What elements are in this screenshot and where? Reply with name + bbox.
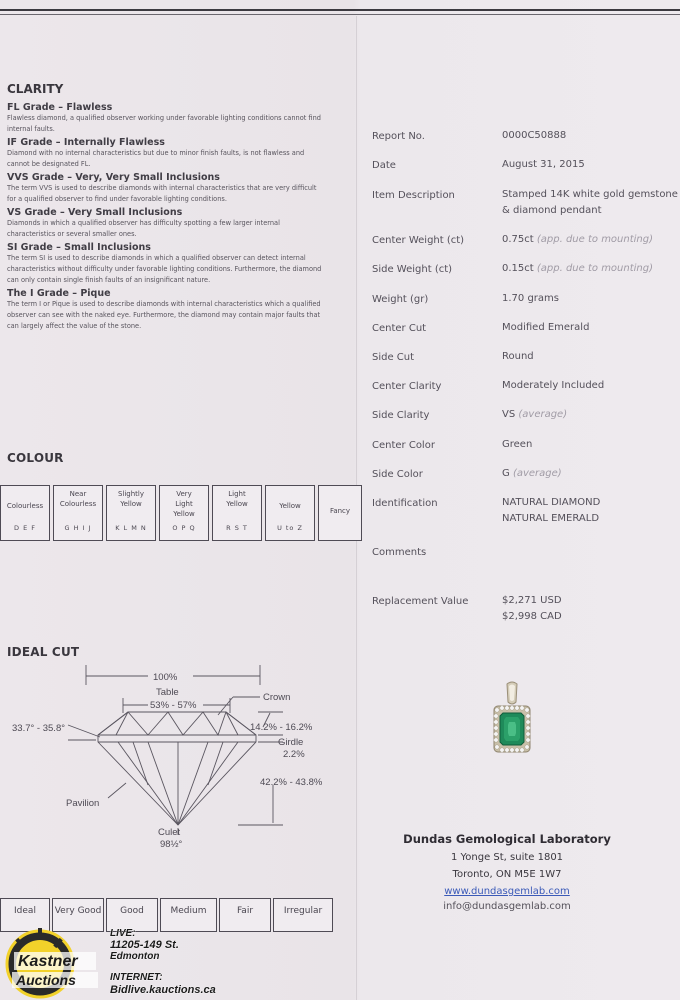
culet-value-label: 98½° — [160, 839, 183, 850]
crown-angle-label: 33.7° - 35.8° — [12, 723, 66, 734]
row-value-line2: NATURAL EMERALD — [502, 513, 600, 524]
table-range-label: 53% - 57% — [150, 700, 197, 711]
row-note: (average) — [518, 409, 568, 420]
colour-name: Slightly Yellow — [117, 490, 145, 508]
row-value-line1: $2,271 USD — [502, 595, 562, 606]
table-label: Table — [156, 687, 179, 698]
colour-cell — [212, 485, 262, 541]
colour-cell — [53, 485, 103, 541]
logo-brand-top: Kastner — [18, 953, 78, 970]
grade-description: Diamonds in which a qualified observer has difficulty spotting a few larger internal characteristics or several smaller ones. — [7, 219, 280, 238]
colour-cell — [265, 485, 315, 541]
width-label: 100% — [153, 672, 178, 683]
colour-cell — [106, 485, 156, 541]
row-label: Replacement Value — [372, 596, 469, 607]
row-label: Center Clarity — [372, 381, 442, 392]
culet-label: Culet — [158, 827, 181, 838]
crown-label: Crown — [263, 692, 291, 703]
row-label: Report No. — [372, 131, 425, 142]
cut-grade-cell: Fair — [219, 898, 271, 932]
grade-title: SI Grade – Small Inclusions — [7, 242, 151, 253]
row-value — [502, 495, 680, 527]
colour-name: Light Yellow — [226, 490, 248, 508]
row-note: (app. due to mounting) — [536, 234, 654, 245]
cut-grade-cell: Very Good — [52, 898, 104, 932]
internet-label: INTERNET: — [110, 972, 163, 983]
lab-address: 1 Yonge St, suite 1801 — [450, 852, 564, 863]
clarity-grade-i — [7, 288, 327, 332]
ideal-cut-heading: IDEAL CUT — [7, 645, 80, 659]
clarity-grade-if — [7, 137, 327, 170]
row-label: Comments — [372, 547, 427, 558]
auction-address-line1: 11205-149 St. — [110, 939, 179, 951]
grade-title: FL Grade – Flawless — [7, 102, 113, 113]
row-value: 0.15ct (app. due to mounting) — [502, 263, 654, 274]
row-label: Side Clarity — [372, 410, 430, 421]
colour-cell — [0, 485, 50, 541]
logo-brand-bottom: Auctions — [16, 972, 76, 988]
diamond-outline — [98, 712, 256, 825]
clarity-grade-si — [7, 242, 327, 286]
colour-cell — [318, 485, 362, 541]
cut-grade-cell: Good — [106, 898, 158, 932]
colour-cell — [159, 485, 209, 541]
row-value: Moderately Included — [502, 380, 605, 391]
crown-height-label: 14.2% - 16.2% — [250, 722, 313, 733]
row-label: Center Color — [372, 440, 435, 451]
row-note: (average) — [512, 468, 562, 479]
top-rule-thin — [0, 14, 680, 15]
row-value: 0000C50888 — [502, 130, 567, 141]
cut-grade-cell: Medium — [160, 898, 217, 932]
colour-name: Near Colourless — [59, 490, 97, 508]
auction-address-line2: Edmonton — [110, 951, 160, 962]
colour-name: Colourless — [6, 502, 44, 510]
grade-title: IF Grade – Internally Flawless — [7, 137, 165, 148]
row-value: Stamped 14K white gold gemstone & diamond pendant — [502, 189, 678, 216]
colour-codes: G H I J — [64, 524, 92, 532]
row-label: Side Cut — [372, 352, 415, 363]
grade-description: The term I or Pique is used to describe diamonds with internal characteristics which a qualified observer can see with the naked eye. Furthermore, the diamond may contain major faults that can largely affect the value of the stone. — [7, 300, 321, 330]
colour-codes: U to Z — [277, 524, 303, 532]
row-value: 1.70 grams — [502, 293, 559, 304]
row-label: Weight (gr) — [372, 294, 429, 305]
row-label: Side Color — [372, 469, 423, 480]
top-rule — [0, 9, 680, 11]
row-label: Center Weight (ct) — [372, 235, 465, 246]
live-label: LIVE: — [110, 928, 136, 939]
colour-heading: COLOUR — [7, 451, 64, 465]
clarity-grade-fl — [7, 102, 327, 135]
auction-website: Bidlive.kauctions.ca — [110, 984, 216, 996]
row-value: 0.75ct (app. due to mounting) — [502, 234, 654, 245]
grade-title: VVS Grade – Very, Very Small Inclusions — [7, 172, 220, 183]
lab-email: info@dundasgemlab.com — [443, 901, 571, 912]
grade-description: The term SI is used to describe diamonds in which a qualified observer can detect internal characteristics without difficulty under favorable lighting conditions. Furthermore, the diamond can only contain single finish faults of an insignificant nature. — [7, 254, 322, 284]
pavilion-depth-label: 42.2% - 43.8% — [260, 777, 323, 788]
row-label: Date — [372, 160, 396, 171]
row-label: Identification — [372, 498, 438, 509]
row-label: Side Weight (ct) — [372, 264, 453, 275]
grade-description: Flawless diamond, a qualified observer working under favorable lighting conditions cannot find internal faults. — [7, 114, 321, 133]
colour-codes: D E F — [14, 524, 36, 532]
row-label: Item Description — [372, 190, 455, 201]
row-value-line2: $2,998 CAD — [502, 611, 562, 622]
grade-description: The term VVS is used to describe diamonds with internal characteristics that are very difficult for a qualified observer to find under favorable lighting conditions. — [7, 184, 317, 203]
row-value: G (average) — [502, 468, 562, 479]
row-label: Center Cut — [372, 323, 427, 334]
clarity-heading: CLARITY — [7, 82, 64, 96]
row-value: Modified Emerald — [502, 322, 590, 333]
grade-title: VS Grade – Very Small Inclusions — [7, 207, 183, 218]
colour-name: Yellow — [279, 502, 301, 510]
lab-name: Dundas Gemological Laboratory — [403, 832, 611, 846]
row-value: Green — [502, 439, 533, 450]
ideal-cut-diagram — [8, 665, 328, 855]
colour-codes: K L M N — [115, 524, 147, 532]
cut-grade-cell: Irregular — [273, 898, 333, 932]
cut-grade-cell: Ideal — [0, 898, 50, 932]
row-value: Round — [502, 351, 534, 362]
lab-info — [372, 832, 642, 912]
row-value: August 31, 2015 — [502, 159, 585, 170]
girdle-value-label: 2.2% — [283, 749, 305, 760]
clarity-grade-vs — [7, 207, 327, 240]
grade-title: The I Grade – Pique — [7, 288, 111, 299]
colour-name: Fancy — [329, 506, 351, 515]
colour-codes: O P Q — [172, 524, 196, 532]
pendant-photo — [482, 680, 542, 790]
clarity-section — [7, 82, 327, 334]
colour-scale-table — [0, 485, 362, 541]
clarity-grade-vvs — [7, 172, 327, 205]
girdle-label: Girdle — [278, 737, 304, 748]
row-value-line1: NATURAL DIAMOND — [502, 497, 601, 508]
row-value — [502, 593, 680, 625]
grade-description: Diamond with no internal characteristics but due to minor finish faults, is not flawless and cannot be designated FL. — [7, 149, 305, 168]
colour-name: Very Light Yellow — [173, 490, 195, 518]
lab-city: Toronto, ON M5E 1W7 — [452, 869, 562, 880]
pavilion-label: Pavilion — [66, 798, 100, 809]
lab-website-link[interactable]: www.dundasgemlab.com — [444, 886, 570, 897]
row-value: VS (average) — [502, 409, 568, 420]
colour-codes: R S T — [226, 524, 248, 532]
row-note: (app. due to mounting) — [536, 263, 654, 274]
kastner-auctions-logo — [0, 922, 230, 1000]
